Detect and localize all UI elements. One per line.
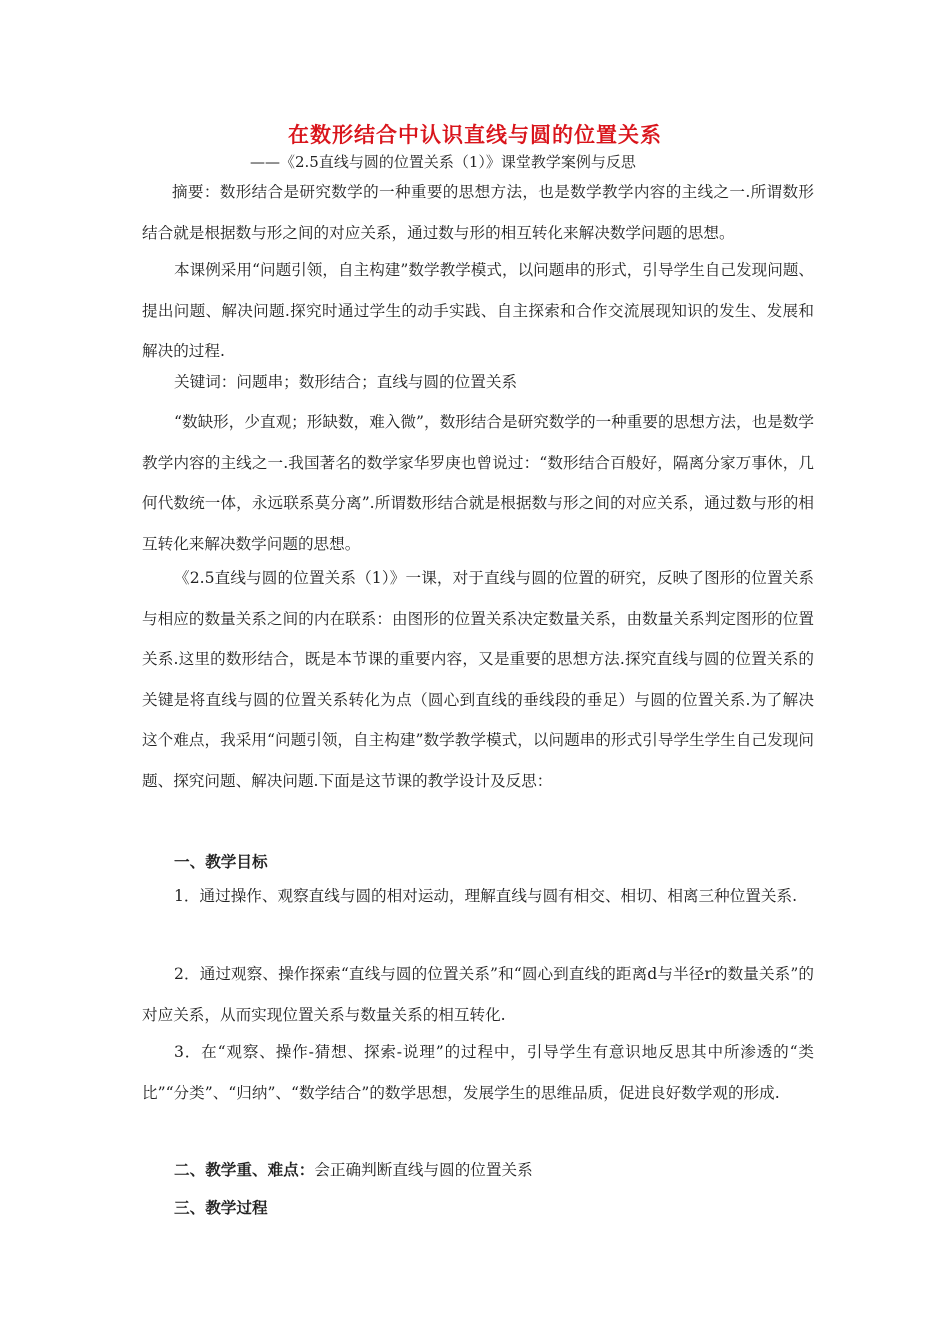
abstract-paragraph: 摘要：数形结合是研究数学的一种重要的思想方法，也是数学教学内容的主线之一.所谓数形结合就是根据数与形之间的对应关系，通过数与形的相互转化来解决数学问题的思想。 — [142, 183, 814, 242]
goal-2-paragraph: 2．通过观察、操作探索“直线与圆的位置关系”和“圆心到直线的距离d与半径r的数量关系”的对应关系，从而实现位置关系与数量关系的相互转化. — [142, 965, 814, 1024]
section-heading-teaching-goals: 一、教学目标 — [174, 853, 268, 871]
quote-paragraph: “数缺形，少直观；形缺数，难入微”，数形结合是研究数学的一种重要的思想方法，也是数学教学内容的主线之一.我国著名的数学家华罗庚也曾说过：“数形结合百般好，隔离分家万事休，几何代数统一体，永远联系莫分离”.所谓数形结合就是根据数与形之间的对应关系，通过数与形的相互转化来解决数学问题的思想。 — [142, 413, 814, 553]
key-points-label: 二、教学重、难点： — [174, 1161, 315, 1179]
section-heading-key-points — [174, 1158, 533, 1182]
goal-3-paragraph: 3．在“观察、操作-猜想、探索-说理”的过程中，引导学生有意识地反思其中所渗透的“类比”“分类”、“归纳”、“数学结合”的数学思想，发展学生的思维品质，促进良好数学观的形成. — [142, 1043, 814, 1102]
keywords-line: 关键词：问题串；数形结合；直线与圆的位置关系 — [174, 373, 518, 391]
goal-1-paragraph: 1．通过操作、观察直线与圆的相对运动，理解直线与圆有相交、相切、相离三种位置关系. — [174, 887, 798, 905]
key-points-text: 会正确判断直线与圆的位置关系 — [314, 1161, 533, 1179]
lesson-intro-paragraph: 《2.5直线与圆的位置关系（1）》一课，对于直线与圆的位置的研究，反映了图形的位置关系与相应的数量关系之间的内在联系：由图形的位置关系决定数量关系，由数量关系判定图形的位置关系.这里的数形结合，既是本节课的重要内容，又是重要的思想方法.探究直线与圆的位置关系的关键是将直线与圆的位置关系转化为点（圆心到直线的垂线段的垂足）与圆的位置关系.为了解决这个难点，我采用“问题引领，自主构建”数学教学模式，以问题串的形式引导学生学生自己发现问题、探究问题、解决问题.下面是这节课的教学设计及反思： — [142, 569, 814, 790]
section-heading-teaching-process: 三、教学过程 — [174, 1199, 268, 1217]
document-title: 在数形结合中认识直线与圆的位置关系 — [288, 123, 662, 147]
document-subtitle: ——《2.5直线与圆的位置关系（1）》课堂教学案例与反思 — [250, 153, 636, 171]
course-mode-paragraph: 本课例采用“问题引领，自主构建”数学教学模式，以问题串的形式，引导学生自己发现问题、提出问题、解决问题.探究时通过学生的动手实践、自主探索和合作交流展现知识的发生、发展和解决的过程. — [142, 261, 814, 360]
